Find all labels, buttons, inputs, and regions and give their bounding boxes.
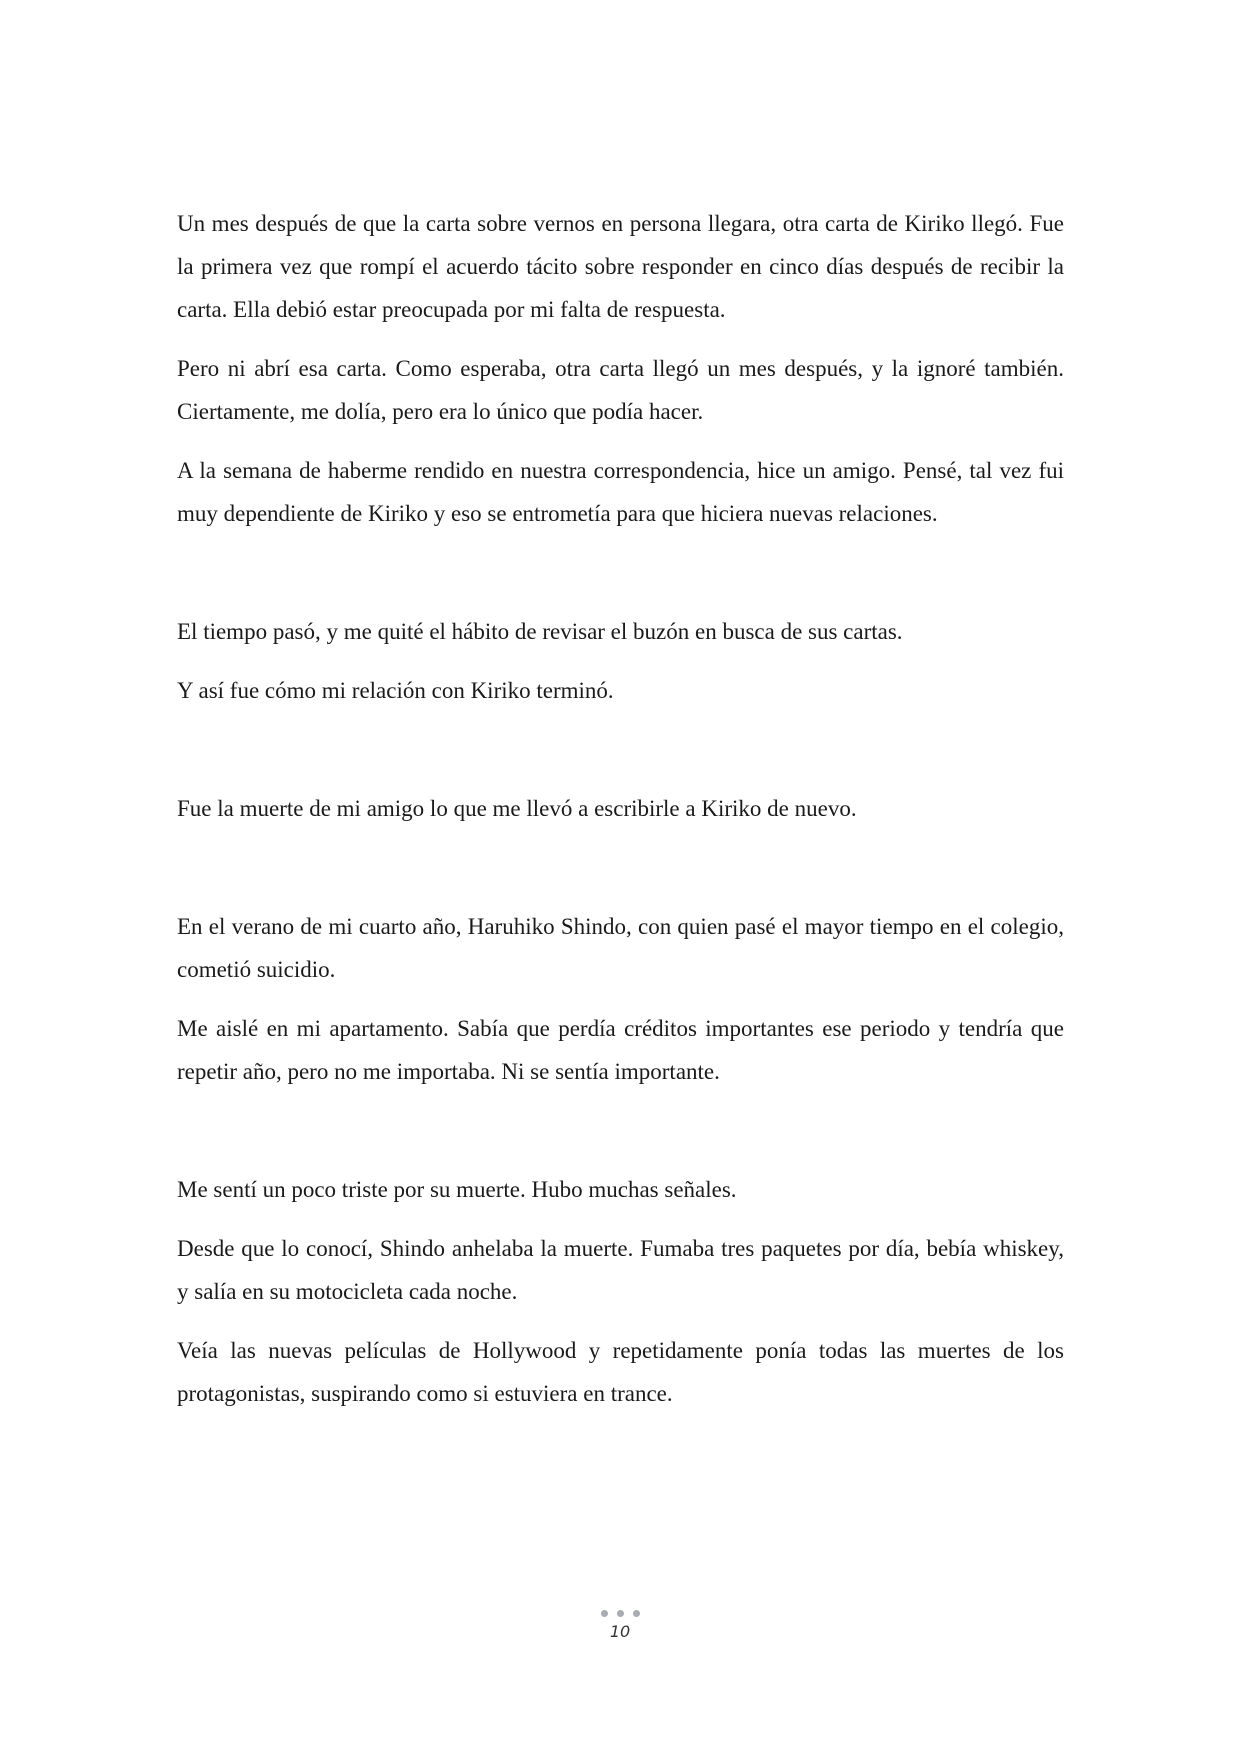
paragraph-gap [177,331,1064,347]
dot [617,1610,624,1617]
paragraph-gap [177,1313,1064,1329]
section-break [177,535,1064,610]
section-break [177,830,1064,905]
paragraph: Veía las nuevas películas de Hollywood y repetidamente ponía todas las muertes de los protagonistas, suspirando como si estuviera en trance. [177,1338,1064,1406]
paragraph-gap [177,433,1064,449]
dot [633,1610,640,1617]
ellipsis-dots-icon [0,1610,1240,1620]
paragraph-gap [177,653,1064,669]
paragraph: En el verano de mi cuarto año, Haruhiko Shindo, con quien pasé el mayor tiempo en el colegio, cometió suicidio. [177,914,1064,982]
dot [601,1610,608,1617]
paragraph: Desde que lo conocí, Shindo anhelaba la muerte. Fumaba tres paquetes por día, bebía whiskey, y salía en su motocicleta cada noche. [177,1236,1064,1304]
paragraph: Un mes después de que la carta sobre vernos en persona llegara, otra carta de Kiriko llegó. Fue la primera vez que rompí el acuerdo tácito sobre responder en cinco días después de recibir la carta. Ella debió estar preocupada por mi falta de respuesta. [177,211,1064,322]
page-number: 10 [609,1622,631,1641]
paragraph: El tiempo pasó, y me quité el hábito de revisar el buzón en busca de sus cartas. [177,619,903,644]
paragraph: Me aislé en mi apartamento. Sabía que perdía créditos importantes ese periodo y tendría que repetir año, pero no me importaba. Ni se sentía importante. [177,1016,1064,1084]
page-footer [0,1610,1240,1642]
body-text [177,202,1064,1415]
section-break [177,712,1064,787]
section-break [177,1093,1064,1168]
paragraph-gap [177,991,1064,1007]
paragraph: Fue la muerte de mi amigo lo que me llevó a escribirle a Kiriko de nuevo. [177,796,857,821]
paragraph: Me sentí un poco triste por su muerte. Hubo muchas señales. [177,1177,737,1202]
paragraph: A la semana de haberme rendido en nuestra correspondencia, hice un amigo. Pensé, tal vez fui muy dependiente de Kiriko y eso se entrometía para que hiciera nuevas relaciones. [177,458,1064,526]
paragraph: Y así fue cómo mi relación con Kiriko terminó. [177,678,614,703]
paragraph-gap [177,1211,1064,1227]
paragraph: Pero ni abrí esa carta. Como esperaba, otra carta llegó un mes después, y la ignoré también. Ciertamente, me dolía, pero era lo único que podía hacer. [177,356,1064,424]
